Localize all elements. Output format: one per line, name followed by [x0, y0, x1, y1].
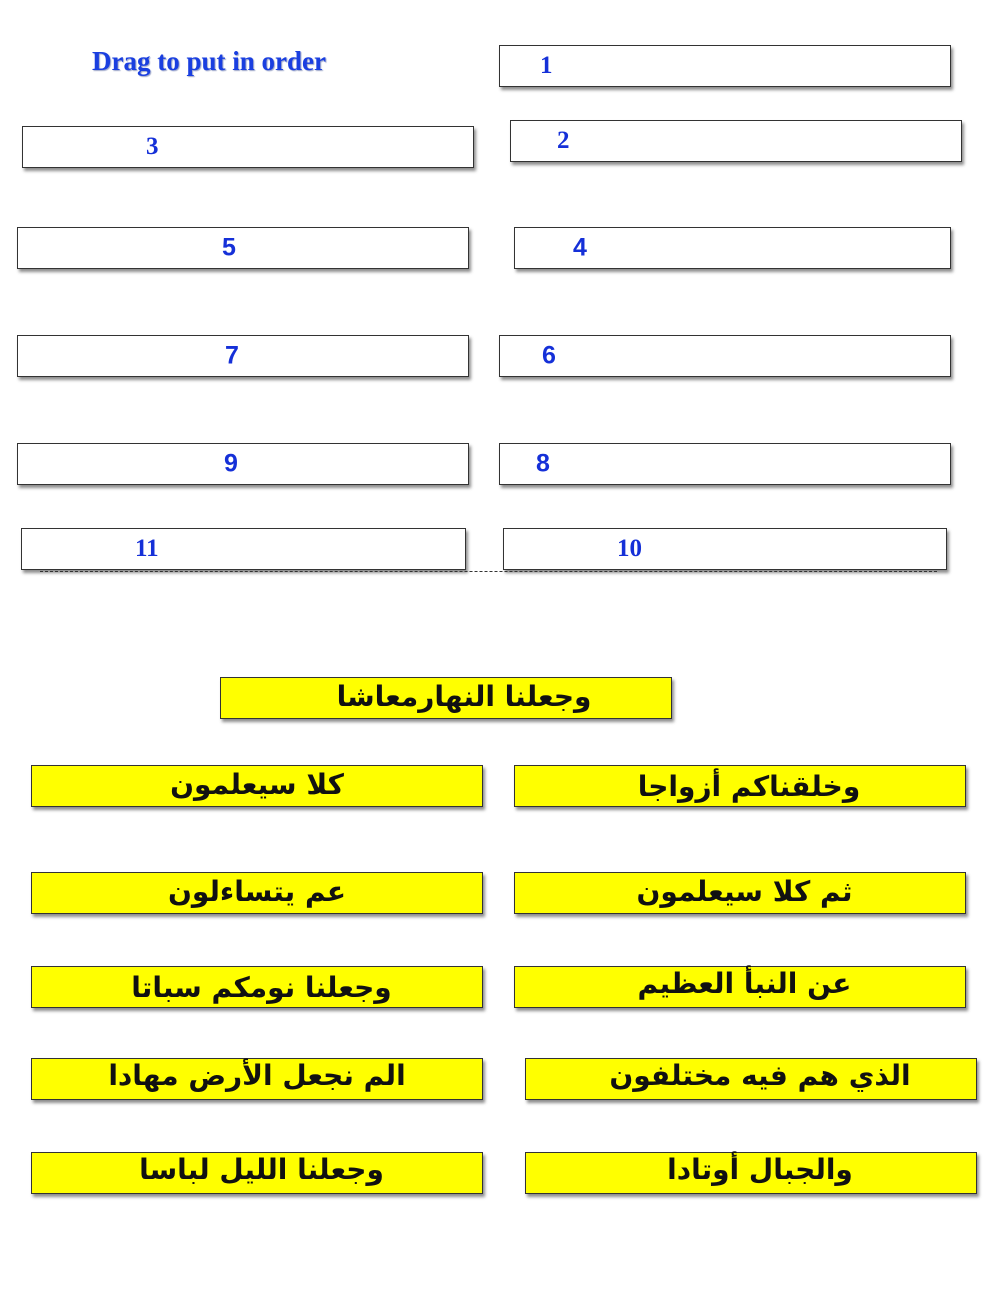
draggable-card[interactable]	[525, 1058, 977, 1100]
slot-number: 1	[540, 52, 553, 79]
card-text: عن النبأ العظيم	[637, 966, 852, 1000]
draggable-card[interactable]	[514, 765, 966, 807]
drop-slot-2[interactable]	[510, 120, 962, 162]
drop-slot-10[interactable]	[503, 528, 947, 570]
draggable-card[interactable]	[31, 1152, 483, 1194]
slot-number: 6	[542, 341, 556, 370]
card-text: وجعلنا الليل لباسا	[139, 1152, 384, 1186]
drop-slot-1[interactable]	[499, 45, 951, 87]
slot-number: 4	[573, 233, 587, 262]
draggable-card[interactable]	[525, 1152, 977, 1194]
draggable-card[interactable]	[514, 966, 966, 1008]
drop-slot-11[interactable]	[21, 528, 466, 570]
drop-slot-5[interactable]	[17, 227, 469, 269]
draggable-card[interactable]	[31, 1058, 483, 1100]
card-text: الذي هم فيه مختلفون	[609, 1058, 911, 1092]
draggable-card[interactable]	[31, 966, 483, 1008]
drop-slot-7[interactable]	[17, 335, 469, 377]
card-text: وجعلنا النهارمعاشا	[336, 680, 592, 714]
drop-slot-6[interactable]	[499, 335, 951, 377]
card-text: والجبال أوتادا	[667, 1152, 853, 1186]
drop-slot-4[interactable]	[514, 227, 951, 269]
slot-number: 9	[224, 449, 238, 478]
draggable-card[interactable]	[220, 677, 672, 719]
slot-number: 8	[536, 449, 550, 478]
slot-number: 3	[146, 133, 159, 160]
draggable-card[interactable]	[514, 872, 966, 914]
card-text: ثم كلا سيعلمون	[636, 875, 853, 909]
card-text: الم نجعل الأرض مهادا	[108, 1058, 406, 1092]
slot-number: 11	[135, 535, 159, 562]
card-text: وجعلنا نومكم سباتا	[131, 971, 392, 1005]
card-text: عم يتساءلون	[167, 875, 347, 909]
card-text: وخلقناكم أزواجا	[637, 770, 861, 804]
instruction-text: Drag to put in order	[92, 46, 326, 76]
draggable-card[interactable]	[31, 872, 483, 914]
dashed-divider	[40, 571, 937, 572]
drop-slot-3[interactable]	[22, 126, 474, 168]
drop-slot-8[interactable]	[499, 443, 951, 485]
card-text: كلا سيعلمون	[170, 768, 344, 802]
drop-slot-9[interactable]	[17, 443, 469, 485]
draggable-card[interactable]	[31, 765, 483, 807]
slot-number: 7	[225, 341, 239, 370]
slot-number: 2	[557, 127, 570, 154]
slot-number: 10	[617, 535, 642, 562]
slot-number: 5	[222, 233, 236, 262]
